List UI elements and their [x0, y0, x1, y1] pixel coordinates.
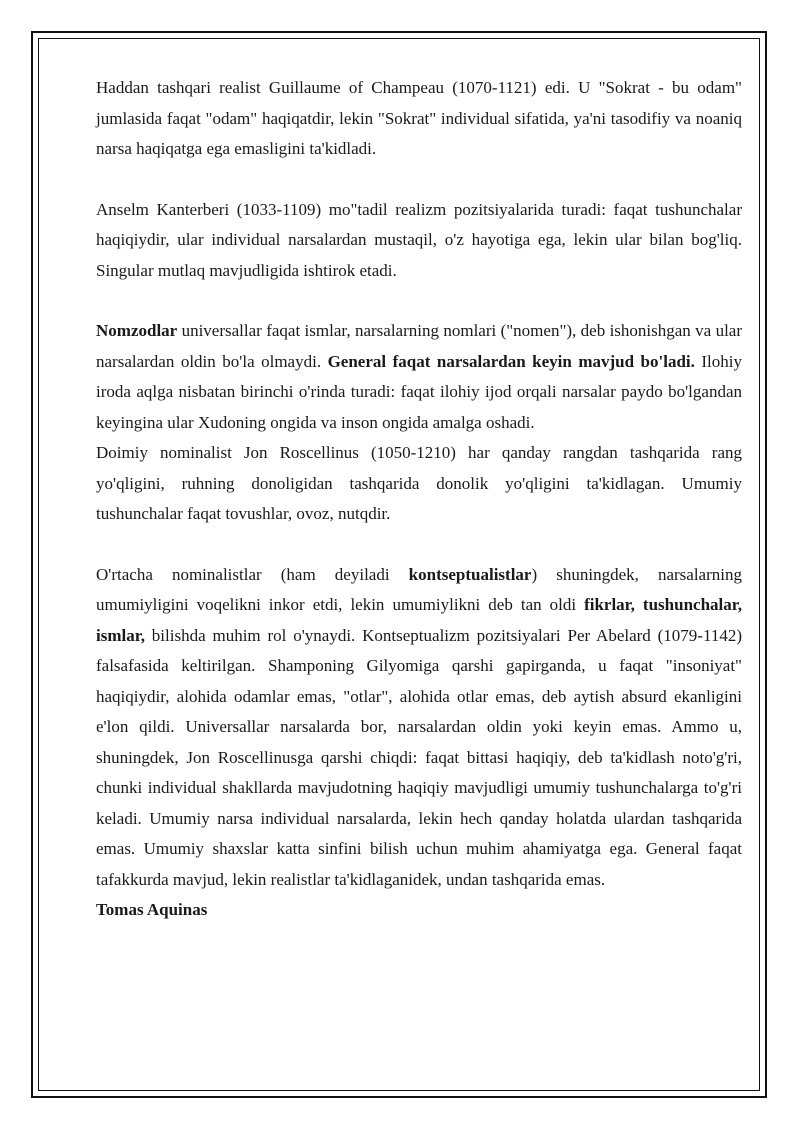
paragraph-nominalists: [96, 316, 742, 438]
section-heading-tomas-aquinas: Tomas Aquinas: [96, 900, 208, 919]
document-body: [96, 73, 742, 926]
term-fikrlar: fikrlar, tushunchalar, ismlar,: [96, 595, 742, 645]
paragraph-conceptualists-text-1: O'rtacha nominalistlar (ham deyiladi: [96, 564, 409, 584]
paragraph-conceptualists-text-2: ) shuningdek, narsalarning umumiyligini voqelikni inkor etdi, lekin umumiylikni deb tan oldi: [96, 564, 742, 614]
paragraph-conceptualists-text-3: bilishda muhim rol o'ynaydi. Kontseptualizm pozitsiyalari Per Abelard (1079-1142) falsafasida keltirilgan. Shamponing Gilyomiga qarshi gapirganda, u faqat "insoniyat" haqiqiydir, alohida odamlar emas, "otlar", alohida otlar emas, deb aytish absurd ekanligini e'lon qildi. Universallar narsalarda bor, narsalardan oldin yoki keyin emas. Ammo u, shuningdek, Jon Roscellinusga qarshi chiqdi: faqat bittasi haqiqiy, deb ta'kidlash noto'g'ri, chunki individual shakllarda mavjudotning haqiqiy mavjudligi umumiy tushunchalarga to'g'ri keladi. Umumiy narsa individual narsalarda, lekin hech qanday holatda ulardan tashqarida emas. Umumiy shaxslar katta sinfini bilish uchun muhim ahamiyatga ega. General faqat tafakkurda mavjud, lekin realistlar ta'kidlaganidek, undan tashqarida emas.: [96, 625, 742, 889]
term-nomzodlar: Nomzodlar: [96, 321, 178, 340]
paragraph-roscellinus: Doimiy nominalist Jon Roscellinus (1050-1210) har qanday rangdan tashqarida rang yo'qligini, ruhning donoligidan tashqarida donolik yo'qligini ta'kidlagan. Umumiy tushunchalar faqat tovushlar, ovoz, nutqdir.: [96, 443, 742, 523]
paragraph-champeau: Haddan tashqari realist Guillaume of Champeau (1070-1121) edi. U "Sokrat - bu odam" jumlasida faqat "odam" haqiqatdir, lekin "Sokrat" individual sifatida, ya'ni tasodifiy va noaniq narsa haqiqatga ega emasligini ta'kidladi.: [96, 78, 742, 158]
paragraph-conceptualists: [96, 560, 742, 896]
paragraph-nominalists-text-2: Ilohiy iroda aqlga nisbatan birinchi o'rinda turadi: faqat ilohiy ijod orqali narsalar paydo bo'lgandan keyingina ular Xudoning ongida va inson ongida amalga oshadi.: [96, 351, 742, 432]
statement-general: General faqat narsalardan keyin mavjud bo'ladi.: [327, 351, 695, 371]
paragraph-anselm: Anselm Kanterberi (1033-1109) mo"tadil realizm pozitsiyalarida turadi: faqat tushunchalar haqiqiydir, ular individual narsalardan mustaqil, o'z hayotiga ega, lekin ular bilan bog'liq. Singular mutlaq mavjudligida ishtirok etadi.: [96, 199, 742, 280]
term-kontseptualistlar: kontseptualistlar: [408, 564, 532, 584]
paragraph-nominalists-text-1: universallar faqat ismlar, narsalarning nomlari ("nomen"), deb ishonishgan va ular narsalardan oldin bo'la olmaydi.: [96, 321, 742, 371]
